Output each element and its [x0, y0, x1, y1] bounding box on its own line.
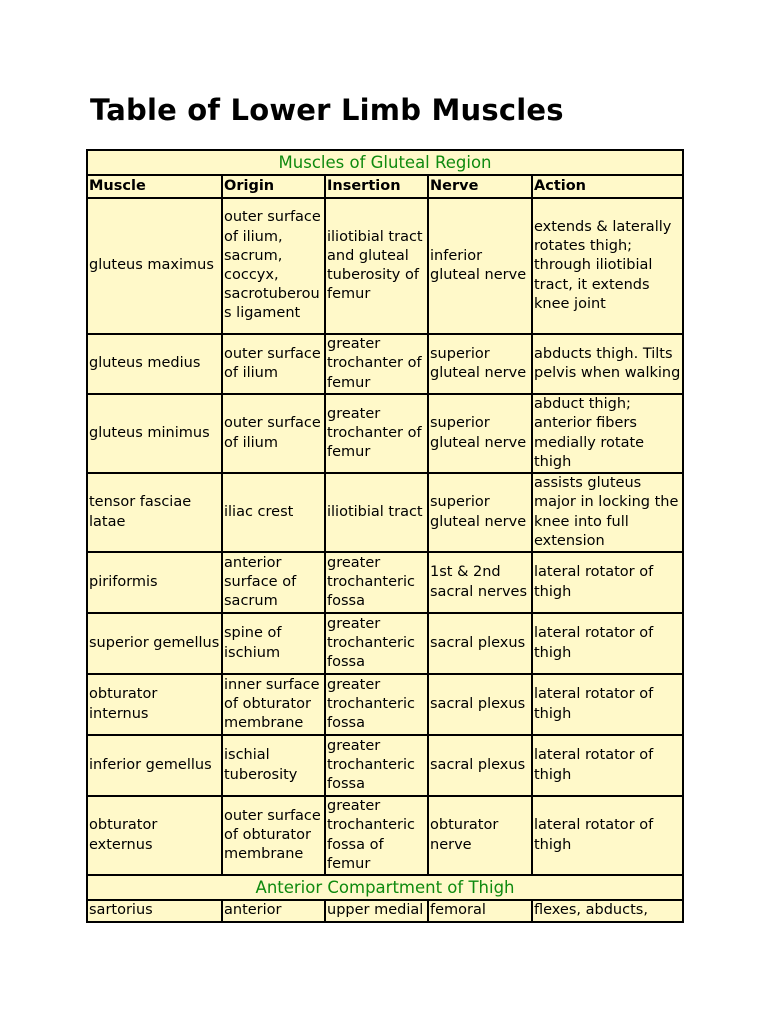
- origin-cell: spine of ischium: [222, 613, 325, 674]
- action-cell: extends & laterally rotates thigh; through iliotibial tract, it extends knee joint: [532, 198, 683, 334]
- insertion-cell: greater trochanteric fossa: [325, 552, 428, 613]
- column-header-muscle: Muscle: [87, 175, 222, 198]
- table-row: [87, 334, 683, 394]
- muscle-cell: inferior gemellus: [87, 735, 222, 796]
- muscle-cell: obturator externus: [87, 796, 222, 875]
- action-cell: assists gluteus major in locking the knee into full extension: [532, 473, 683, 552]
- action-cell: lateral rotator of thigh: [532, 735, 683, 796]
- origin-cell: iliac crest: [222, 473, 325, 552]
- section-heading: Muscles of Gluteal Region: [87, 150, 683, 175]
- nerve-cell: 1st & 2nd sacral nerves: [428, 552, 532, 613]
- action-cell: lateral rotator of thigh: [532, 613, 683, 674]
- insertion-cell: greater trochanteric fossa: [325, 735, 428, 796]
- insertion-cell: greater trochanteric fossa: [325, 613, 428, 674]
- nerve-cell: superior gluteal nerve: [428, 394, 532, 473]
- table-row: [87, 473, 683, 552]
- page-title: Table of Lower Limb Muscles: [90, 93, 564, 127]
- muscle-cell: gluteus medius: [87, 334, 222, 394]
- column-header-action: Action: [532, 175, 683, 198]
- table-row: [87, 613, 683, 674]
- nerve-cell: inferior gluteal nerve: [428, 198, 532, 334]
- nerve-cell: superior gluteal nerve: [428, 334, 532, 394]
- nerve-cell: superior gluteal nerve: [428, 473, 532, 552]
- action-cell: lateral rotator of thigh: [532, 796, 683, 875]
- action-cell: abducts thigh. Tilts pelvis when walking: [532, 334, 683, 394]
- insertion-cell: greater trochanter of femur: [325, 334, 428, 394]
- origin-cell: inner surface of obturator membrane: [222, 674, 325, 735]
- origin-cell: outer surface of ilium, sacrum, coccyx, sacrotuberous ligament: [222, 198, 325, 334]
- action-cell: abduct thigh; anterior fibers medially rotate thigh: [532, 394, 683, 473]
- nerve-cell: sacral plexus: [428, 674, 532, 735]
- table-row: [87, 900, 683, 922]
- table-row: [87, 796, 683, 875]
- origin-cell: outer surface of obturator membrane: [222, 796, 325, 875]
- insertion-cell: iliotibial tract and gluteal tuberosity of femur: [325, 198, 428, 334]
- nerve-cell: sacral plexus: [428, 613, 532, 674]
- insertion-cell: greater trochanteric fossa of femur: [325, 796, 428, 875]
- section-heading: Anterior Compartment of Thigh: [87, 875, 683, 900]
- muscle-cell: obturator internus: [87, 674, 222, 735]
- muscle-table: [86, 149, 684, 923]
- muscle-cell: gluteus maximus: [87, 198, 222, 334]
- insertion-cell: greater trochanteric fossa: [325, 674, 428, 735]
- muscle-cell: sartorius: [87, 900, 222, 922]
- table-row: [87, 674, 683, 735]
- insertion-cell: greater trochanter of femur: [325, 394, 428, 473]
- muscle-cell: gluteus minimus: [87, 394, 222, 473]
- insertion-cell: upper medial: [325, 900, 428, 922]
- muscle-cell: tensor fasciae latae: [87, 473, 222, 552]
- column-header-origin: Origin: [222, 175, 325, 198]
- table-row: [87, 552, 683, 613]
- column-header-nerve: Nerve: [428, 175, 532, 198]
- action-cell: flexes, abducts,: [532, 900, 683, 922]
- nerve-cell: sacral plexus: [428, 735, 532, 796]
- origin-cell: anterior: [222, 900, 325, 922]
- action-cell: lateral rotator of thigh: [532, 674, 683, 735]
- nerve-cell: femoral: [428, 900, 532, 922]
- table-row: [87, 394, 683, 473]
- origin-cell: anterior surface of sacrum: [222, 552, 325, 613]
- action-cell: lateral rotator of thigh: [532, 552, 683, 613]
- origin-cell: ischial tuberosity: [222, 735, 325, 796]
- table-row: [87, 198, 683, 334]
- muscle-cell: piriformis: [87, 552, 222, 613]
- origin-cell: outer surface of ilium: [222, 394, 325, 473]
- origin-cell: outer surface of ilium: [222, 334, 325, 394]
- muscle-cell: superior gemellus: [87, 613, 222, 674]
- insertion-cell: iliotibial tract: [325, 473, 428, 552]
- column-header-insertion: Insertion: [325, 175, 428, 198]
- table-row: [87, 735, 683, 796]
- nerve-cell: obturator nerve: [428, 796, 532, 875]
